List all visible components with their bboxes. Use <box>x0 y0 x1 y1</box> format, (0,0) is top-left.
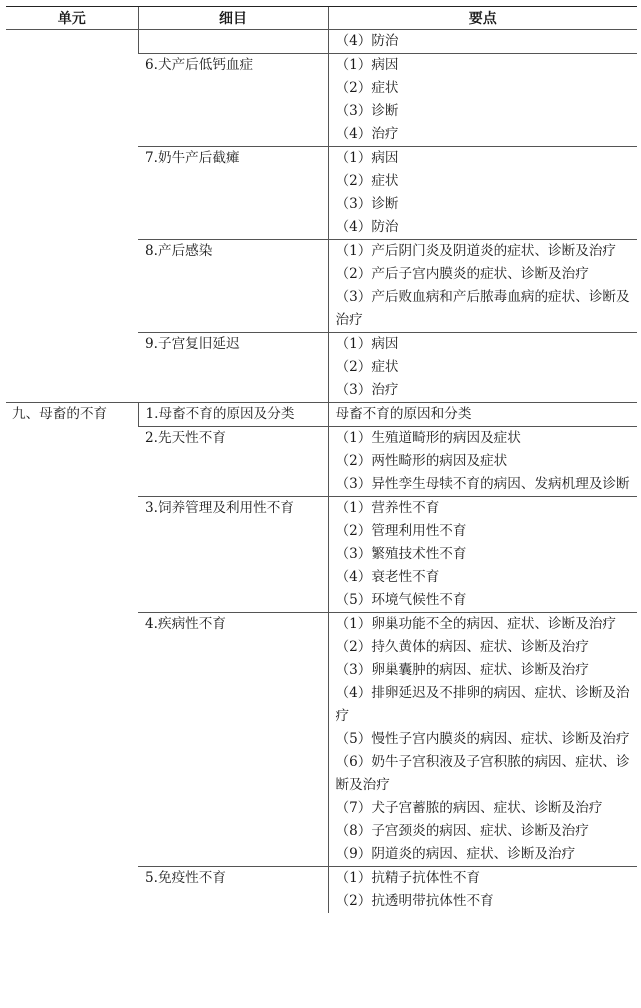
point-line: （3）异性孪生母犊不育的病因、发病机理及诊断 <box>335 476 630 492</box>
point-line: （1）生殖道畸形的病因及症状 <box>335 430 521 446</box>
unit-cell <box>6 30 138 403</box>
table-row <box>6 403 637 427</box>
item-cell: 2.先天性不育 <box>138 427 328 497</box>
point-line: （9）阴道炎的病因、症状、诊断及治疗 <box>335 846 576 862</box>
points-cell <box>328 30 637 54</box>
item-cell: 1.母畜不育的原因及分类 <box>138 403 328 427</box>
points-cell <box>328 427 637 497</box>
point-line: （3）卵巢囊肿的病因、症状、诊断及治疗 <box>335 662 589 678</box>
point-line: （1）营养性不育 <box>335 500 440 516</box>
point-line: （2）症状 <box>335 80 399 96</box>
point-line: （1）卵巢功能不全的病因、症状、诊断及治疗 <box>335 616 617 632</box>
point-line: （3）产后败血病和产后脓毒血病的症状、诊断及治疗 <box>335 289 630 328</box>
item-cell: 8.产后感染 <box>138 240 328 333</box>
point-line: （3）治疗 <box>335 382 399 398</box>
point-line: （3）繁殖技术性不育 <box>335 546 467 562</box>
point-line: （2）产后子宫内膜炎的症状、诊断及治疗 <box>335 266 589 282</box>
points-cell <box>328 867 637 914</box>
point-line: （4）防治 <box>335 33 399 49</box>
item-cell: 3.饲养管理及利用性不育 <box>138 497 328 613</box>
point-line: （3）诊断 <box>335 196 399 212</box>
point-line: （2）两性畸形的病因及症状 <box>335 453 508 469</box>
point-line: （6）奶牛子宫积液及子宫积脓的病因、症状、诊断及治疗 <box>335 754 630 793</box>
item-cell: 6.犬产后低钙血症 <box>138 54 328 147</box>
points-cell <box>328 54 637 147</box>
point-line: （2）管理利用性不育 <box>335 523 467 539</box>
item-cell: 5.免疫性不育 <box>145 870 226 886</box>
item-cell: 4.疾病性不育 <box>138 613 328 867</box>
point-line: （1）抗精子抗体性不育 <box>335 870 481 886</box>
points-cell <box>328 147 637 240</box>
point-line: （1）产后阴门炎及阴道炎的症状、诊断及治疗 <box>335 243 617 259</box>
point-line: （4）衰老性不育 <box>335 569 440 585</box>
point-line: （3）诊断 <box>335 103 399 119</box>
header-unit: 单元 <box>6 7 138 30</box>
point-line: （4）防治 <box>335 219 399 235</box>
points-cell <box>328 613 637 867</box>
point-line: （2）症状 <box>335 359 399 375</box>
points-cell <box>328 333 637 403</box>
point-line: 母畜不育的原因和分类 <box>335 406 472 422</box>
point-line: （8）子宫颈炎的病因、症状、诊断及治疗 <box>335 823 589 839</box>
point-line: （1）病因 <box>335 150 399 166</box>
point-line: （7）犬子宫蓄脓的病因、症状、诊断及治疗 <box>335 800 603 816</box>
points-cell <box>328 240 637 333</box>
item-cell: 9.子宫复旧延迟 <box>138 333 328 403</box>
points-cell <box>328 403 637 427</box>
header-row <box>6 7 637 30</box>
point-line: （4）治疗 <box>335 126 399 142</box>
unit-cell: 九、母畜的不育 <box>12 406 108 422</box>
point-line: （5）慢性子宫内膜炎的病因、症状、诊断及治疗 <box>335 731 630 747</box>
point-line: （5）环境气候性不育 <box>335 592 467 608</box>
point-line: （2）抗透明带抗体性不育 <box>335 893 494 909</box>
point-line: （4）排卵延迟及不排卵的病因、症状、诊断及治疗 <box>335 685 630 724</box>
item-cell <box>138 30 328 54</box>
point-line: （1）病因 <box>335 57 399 73</box>
point-line: （1）病因 <box>335 336 399 352</box>
points-cell <box>328 497 637 613</box>
header-item: 细目 <box>138 7 328 30</box>
header-points: 要点 <box>328 7 637 30</box>
point-line: （2）症状 <box>335 173 399 189</box>
item-cell: 7.奶牛产后截瘫 <box>138 147 328 240</box>
point-line: （2）持久黄体的病因、症状、诊断及治疗 <box>335 639 589 655</box>
table-row <box>6 30 637 54</box>
syllabus-table <box>6 6 637 913</box>
